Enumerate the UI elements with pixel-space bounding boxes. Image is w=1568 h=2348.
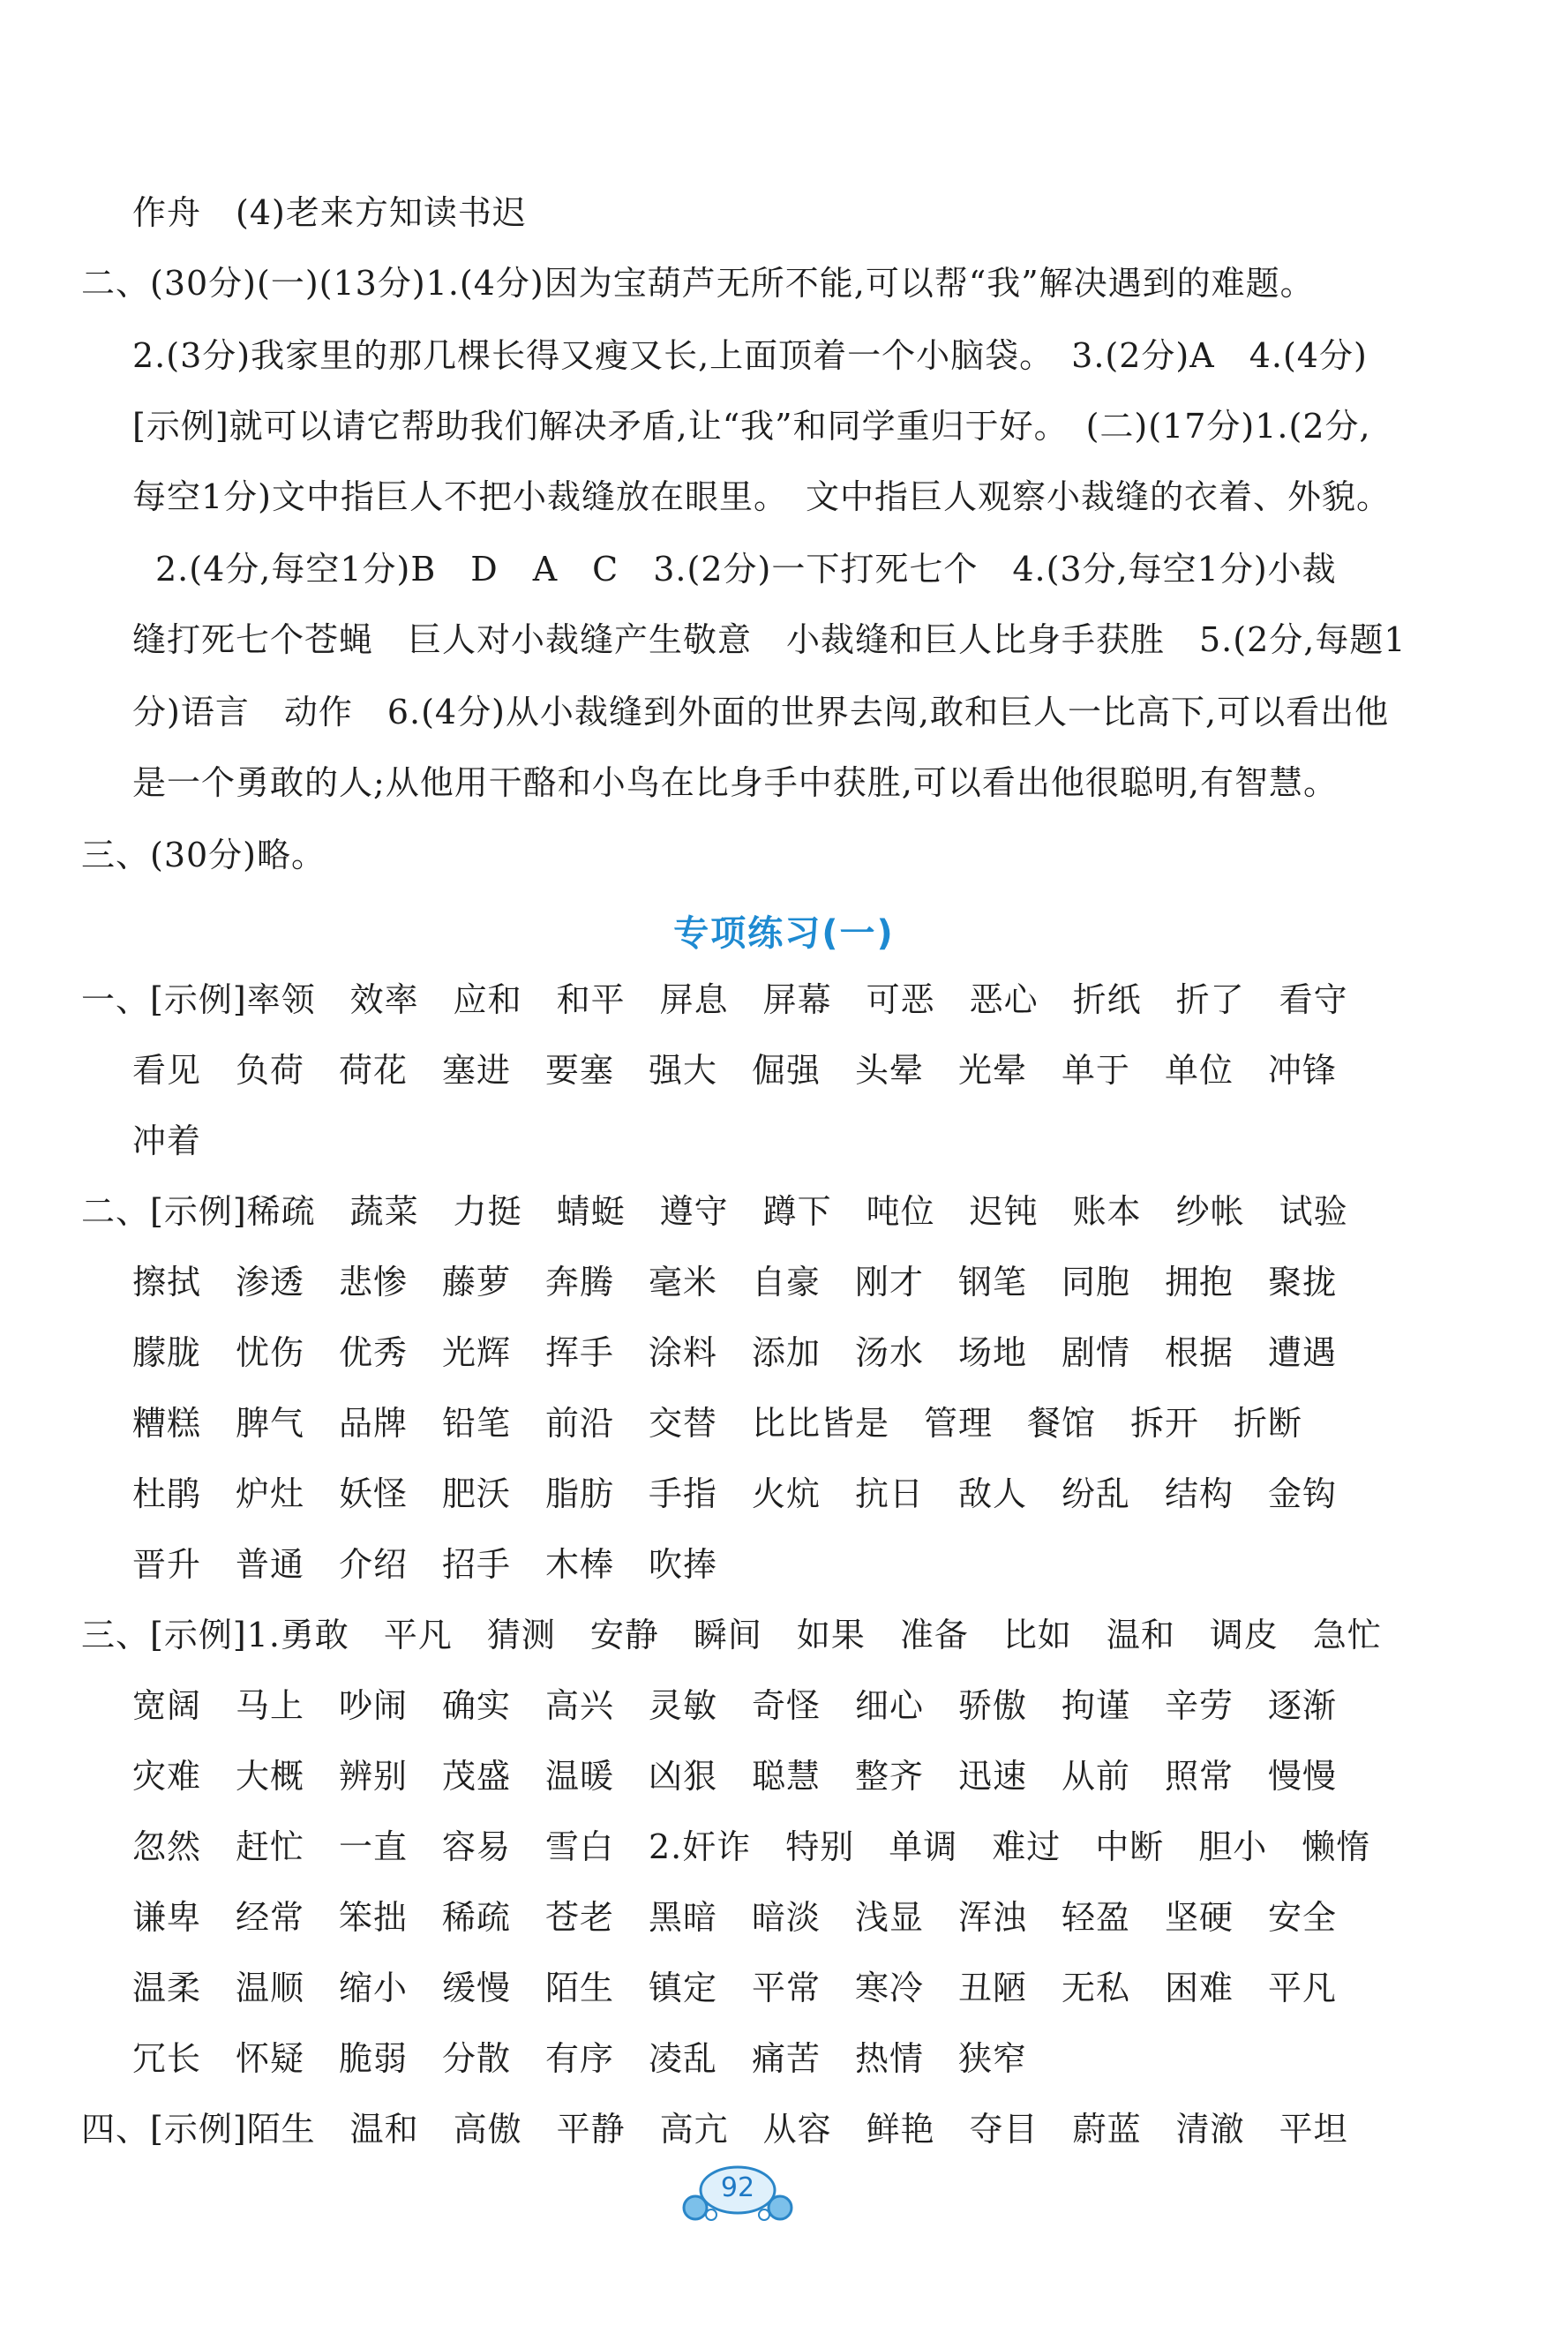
- section-3-line: 忽然 赶忙 一直 容易 雪白 2.奸诈 特别 单调 难过 中断 胆小 懒惰: [132, 1827, 1371, 1866]
- answer-line: 二、(30分)(一)(13分)1.(4分)因为宝葫芦无所不能,可以帮“我”解决遇到的难题。: [81, 264, 1315, 303]
- answer-line: 每空1分)文中指巨人不把小裁缝放在眼里。 文中指巨人观察小裁缝的衣着、外貌。: [132, 477, 1392, 516]
- answer-line: 作舟 (4)老来方知读书迟: [132, 193, 527, 232]
- answer-line: 分)语言 动作 6.(4分)从小裁缝到外面的世界去闯,敢和巨人一比高下,可以看出他: [132, 693, 1390, 731]
- page-number: 92: [720, 2172, 755, 2203]
- answer-line: 2.(3分)我家里的那几棵长得又瘦又长,上面顶着一个小脑袋。 3.(2分)A 4.(4分): [132, 336, 1368, 375]
- section-3-line: 三、[示例]1.勇敢 平凡 猜测 安静 瞬间 如果 准备 比如 温和 调皮 急忙: [81, 1616, 1382, 1654]
- answer-line: 是一个勇敢的人;从他用干酪和小鸟在比身手中获胜,可以看出他很聪明,有智慧。: [132, 763, 1338, 802]
- answer-line: 2.(4分,每空1分)B D A C 3.(2分)一下打死七个 4.(3分,每空1分)小裁: [155, 550, 1337, 589]
- section-2-line: 朦胧 忧伤 优秀 光辉 挥手 涂料 添加 汤水 场地 剧情 根据 遭遇: [132, 1333, 1338, 1372]
- section-3-line: 灾难 大概 辨别 茂盛 温暖 凶狠 聪慧 整齐 迅速 从前 照常 慢慢: [132, 1757, 1338, 1796]
- section-2-line: 擦拭 渗透 悲惨 藤萝 奔腾 毫米 自豪 刚才 钢笔 同胞 拥抱 聚拢: [132, 1263, 1338, 1302]
- section-4-line: 四、[示例]陌生 温和 高傲 平静 高亢 从容 鲜艳 夺目 蔚蓝 清澈 平坦: [81, 2110, 1348, 2149]
- section-2-line: 晋升 普通 介绍 招手 木棒 吹捧: [132, 1545, 718, 1584]
- page-number-badge: [676, 2157, 799, 2227]
- section-2-line: 糟糕 脾气 品牌 铅笔 前沿 交替 比比皆是 管理 餐馆 拆开 折断: [132, 1404, 1303, 1443]
- section-3-line: 宽阔 马上 吵闹 确实 高兴 灵敏 奇怪 细心 骄傲 拘谨 辛劳 逐渐: [132, 1686, 1338, 1725]
- section-title: 专项练习(一): [673, 913, 895, 954]
- section-2-line: 二、[示例]稀疏 蔬菜 力挺 蜻蜓 遵守 蹲下 吨位 迟钝 账本 纱帐 试验: [81, 1192, 1348, 1231]
- section-2-line: 杜鹃 炉灶 妖怪 肥沃 脂肪 手指 火炕 抗日 敌人 纷乱 结构 金钩: [132, 1474, 1338, 1513]
- section-3-line: 谦卑 经常 笨拙 稀疏 苍老 黑暗 暗淡 浅显 浑浊 轻盈 坚硬 安全: [132, 1898, 1338, 1937]
- answer-line: [示例]就可以请它帮助我们解决矛盾,让“我”和同学重归于好。 (二)(17分)1.(2分,: [132, 407, 1371, 446]
- section-3-line: 冗长 怀疑 脆弱 分散 有序 凌乱 痛苦 热情 狭窄: [132, 2039, 1028, 2078]
- section-1-line: 看见 负荷 荷花 塞进 要塞 强大 倔强 头晕 光晕 单于 单位 冲锋: [132, 1051, 1338, 1090]
- section-1-line: 一、[示例]率领 效率 应和 和平 屏息 屏幕 可恶 恶心 折纸 折了 看守: [81, 980, 1348, 1019]
- section-3-line: 温柔 温顺 缩小 缓慢 陌生 镇定 平常 寒冷 丑陋 无私 困难 平凡: [132, 1969, 1338, 2007]
- answer-line: 缝打死七个苍蝇 巨人对小裁缝产生敬意 小裁缝和巨人比身手获胜 5.(2分,每题1: [132, 620, 1407, 659]
- section-1-line: 冲着: [132, 1121, 202, 1160]
- answer-line: 三、(30分)略。: [81, 836, 326, 874]
